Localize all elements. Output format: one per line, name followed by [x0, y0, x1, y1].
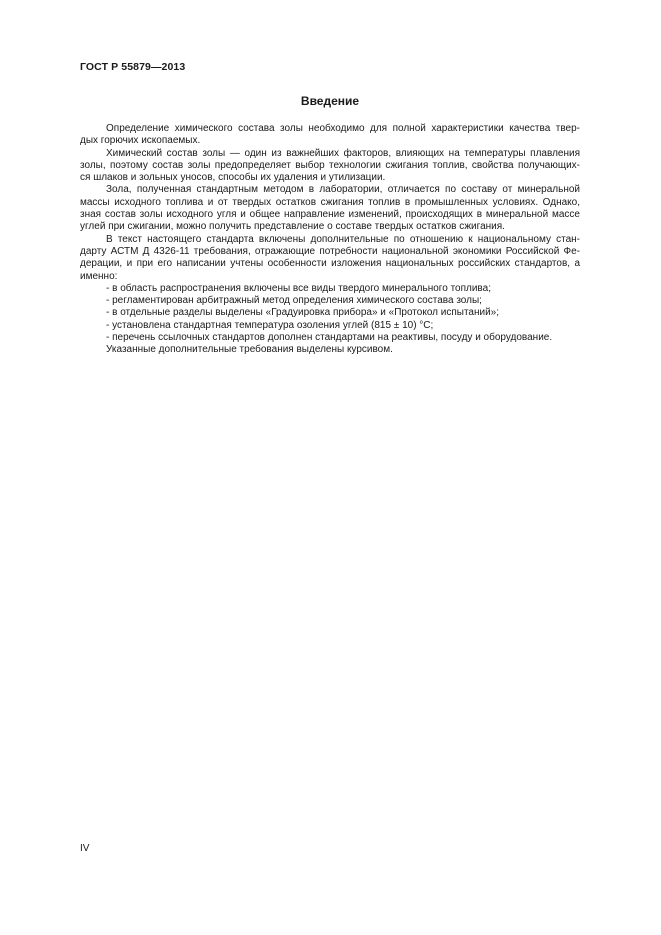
text-line: углей при сжигании, можно получить представление о составе твердых остатков сжигания. — [80, 221, 505, 233]
text-line: именно: — [80, 270, 118, 282]
paragraph — [80, 234, 580, 283]
paragraph — [80, 184, 580, 233]
list-item: - регламентирован арбитражный метод определения химического состава золы; — [106, 295, 482, 307]
text-line: Определение химического состава золы необходимо для полной характеристики качества твер- — [106, 123, 580, 134]
text-line: Зола, полученная стандартным методом в лаборатории, отличается по составу от минеральной — [106, 184, 580, 196]
paragraph — [80, 123, 580, 148]
document-body — [80, 123, 580, 357]
text-line: золы, поэтому состав золы предопределяет выбор технологии сжигания топлив, свойства получающих- — [80, 159, 580, 171]
page-number: IV — [80, 843, 90, 854]
requirements-list — [80, 283, 580, 344]
closing-paragraph: Указанные дополнительные требования выделены курсивом. — [106, 344, 393, 356]
text-line: зная состав золы исходного угля и общее направление изменений, происходящих в минеральной массе — [80, 209, 580, 221]
paragraph — [80, 148, 580, 185]
list-item: - перечень ссылочных стандартов дополнен стандартами на реактивы, посуду и оборудование. — [106, 332, 553, 344]
text-line: массы исходного топлива и от твердых остатков сжигания топлив в промышленных условиях. Однако, — [80, 196, 580, 208]
text-line: дых горючих ископаемых. — [80, 135, 201, 147]
list-item: - в область распространения включены все виды твердого минерального топлива; — [106, 282, 491, 294]
text-line: дарту АСТМ Д 4326-11 требования, отражающие потребности национальной экономики Российской Фе- — [80, 245, 580, 257]
text-line: ся шлаков и зольных уносов, способы их удаления и утилизации. — [80, 172, 386, 184]
text-line: Химический состав золы — один из важнейших факторов, влияющих на температуры плавления — [106, 147, 580, 159]
document-header-code: ГОСТ Р 55879—2013 — [80, 61, 186, 73]
text-line: В текст настоящего стандарта включены дополнительные по отношению к национальному стан- — [106, 233, 580, 245]
list-item: - установлена стандартная температура озоления углей (815 ± 10) °С; — [106, 319, 434, 331]
list-item: - в отдельные разделы выделены «Градуировка прибора» и «Протокол испытаний»; — [106, 307, 500, 319]
text-line: дерации, и при его написании учтены особенности изложения национальных российских стандартов, а — [80, 258, 580, 270]
section-title: Введение — [300, 94, 360, 108]
